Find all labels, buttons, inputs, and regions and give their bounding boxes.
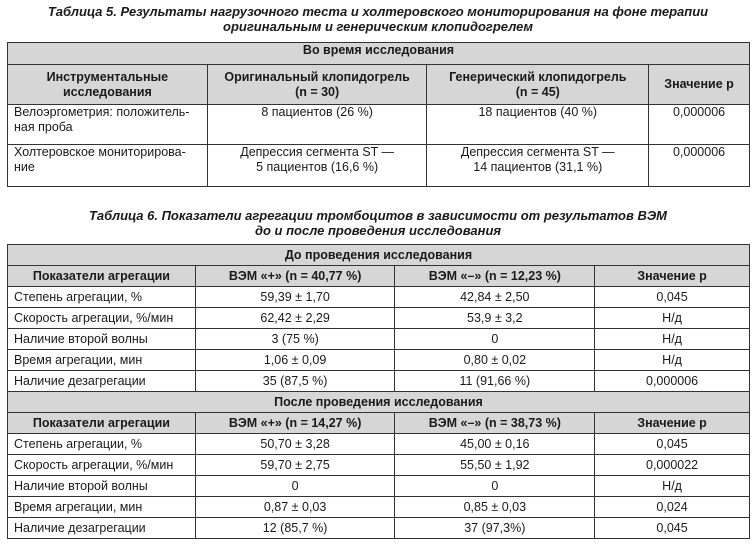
table-cell: 0,045	[595, 518, 750, 539]
table-row	[8, 518, 750, 539]
table6-caption-line2: до и после проведения исследования	[254, 223, 502, 238]
table-row	[8, 105, 750, 145]
table6-section-after: После проведения исследования	[8, 392, 750, 413]
table-cell: Время агрегации, мин	[8, 497, 196, 518]
table-cell: 0,045	[595, 287, 750, 308]
table-row	[8, 308, 750, 329]
table-row	[8, 350, 750, 371]
table-cell: Скорость агрегации, %/мин	[8, 308, 196, 329]
section-row	[8, 245, 750, 266]
table5-caption	[0, 4, 756, 34]
table5-caption-line2: оригинальным и генерическим клопидогрелем	[223, 19, 533, 34]
table6-header: ВЭМ «+» (n = 40,77 %)	[195, 266, 395, 287]
table6-header: Значение p	[595, 413, 750, 434]
table-cell: Холтеровское мониторирова- ние	[8, 145, 208, 187]
table-cell: 0,000022	[595, 455, 750, 476]
table-cell: 0,045	[595, 434, 750, 455]
table-cell: Степень агрегации, %	[8, 287, 196, 308]
table-cell: Наличие дезагрегации	[8, 371, 196, 392]
table-cell: Депрессия сегмента ST — 5 пациентов (16,6 %)	[207, 145, 427, 187]
table-cell: Депрессия сегмента ST — 14 пациентов (31,1 %)	[427, 145, 649, 187]
section-row	[8, 392, 750, 413]
table-row	[8, 476, 750, 497]
table6	[7, 244, 750, 539]
table6-header: Показатели агрегации	[8, 413, 196, 434]
table-row	[8, 455, 750, 476]
table5-header-generic: Генерический клопидогрель (n = 45)	[427, 65, 649, 105]
table-cell: 37 (97,3%)	[395, 518, 595, 539]
table-row	[8, 287, 750, 308]
table-cell: 35 (87,5 %)	[195, 371, 395, 392]
table-cell: 62,42 ± 2,29	[195, 308, 395, 329]
table5-section-title: Во время исследования	[8, 43, 750, 65]
table-cell: 1,06 ± 0,09	[195, 350, 395, 371]
table-cell: 0,000006	[649, 105, 750, 145]
table6-caption	[0, 208, 756, 238]
table-cell: 0	[395, 476, 595, 497]
header-row	[8, 266, 750, 287]
table-cell: Н/д	[595, 329, 750, 350]
table-cell: Скорость агрегации, %/мин	[8, 455, 196, 476]
table-row	[8, 371, 750, 392]
table-cell: 42,84 ± 2,50	[395, 287, 595, 308]
table6-section-before: До проведения исследования	[8, 245, 750, 266]
table6-header: ВЭМ «+» (n = 14,27 %)	[195, 413, 395, 434]
table-cell: 0,85 ± 0,03	[395, 497, 595, 518]
table-cell: 59,70 ± 2,75	[195, 455, 395, 476]
table6-header: ВЭМ «–» (n = 38,73 %)	[395, 413, 595, 434]
table6-header: ВЭМ «–» (n = 12,23 %)	[395, 266, 595, 287]
table-row	[8, 497, 750, 518]
table-cell: Время агрегации, мин	[8, 350, 196, 371]
table-row	[8, 329, 750, 350]
table-row	[8, 145, 750, 187]
table6-header: Показатели агрегации	[8, 266, 196, 287]
table-cell: 8 пациентов (26 %)	[207, 105, 427, 145]
table-cell: 0,000006	[595, 371, 750, 392]
table6-header: Значение p	[595, 266, 750, 287]
table5	[7, 42, 750, 187]
table-cell: 3 (75 %)	[195, 329, 395, 350]
header-row	[8, 413, 750, 434]
table-cell: 0	[395, 329, 595, 350]
table-cell: 0	[195, 476, 395, 497]
table5-header-original: Оригинальный клопидогрель (n = 30)	[207, 65, 427, 105]
table-cell: Велоэргометрия: положитель- ная проба	[8, 105, 208, 145]
table-cell: 59,39 ± 1,70	[195, 287, 395, 308]
table-cell: Наличие дезагрегации	[8, 518, 196, 539]
table-cell: 0,000006	[649, 145, 750, 187]
table-cell: Н/д	[595, 476, 750, 497]
table-cell: 18 пациентов (40 %)	[427, 105, 649, 145]
table-cell: 0,80 ± 0,02	[395, 350, 595, 371]
table-cell: Наличие второй волны	[8, 329, 196, 350]
table5-header-methods: Инструментальные исследования	[8, 65, 208, 105]
table-cell: 45,00 ± 0,16	[395, 434, 595, 455]
table6-caption-line1: Таблица 6. Показатели агрегации тромбоцитов в зависимости от результатов ВЭМ	[88, 208, 668, 223]
table-cell: 50,70 ± 3,28	[195, 434, 395, 455]
table-cell: 11 (91,66 %)	[395, 371, 595, 392]
table-cell: 0,87 ± 0,03	[195, 497, 395, 518]
table-cell: 55,50 ± 1,92	[395, 455, 595, 476]
table5-caption-line1: Таблица 5. Результаты нагрузочного теста и холтеровского мониторирования на фоне терапии	[47, 4, 709, 19]
table5-header-p: Значение p	[649, 65, 750, 105]
table-cell: Н/д	[595, 350, 750, 371]
table-row	[8, 434, 750, 455]
table-cell: 0,024	[595, 497, 750, 518]
table-cell: Н/д	[595, 308, 750, 329]
table-cell: 53,9 ± 3,2	[395, 308, 595, 329]
table-cell: Наличие второй волны	[8, 476, 196, 497]
table-cell: 12 (85,7 %)	[195, 518, 395, 539]
table-cell: Степень агрегации, %	[8, 434, 196, 455]
